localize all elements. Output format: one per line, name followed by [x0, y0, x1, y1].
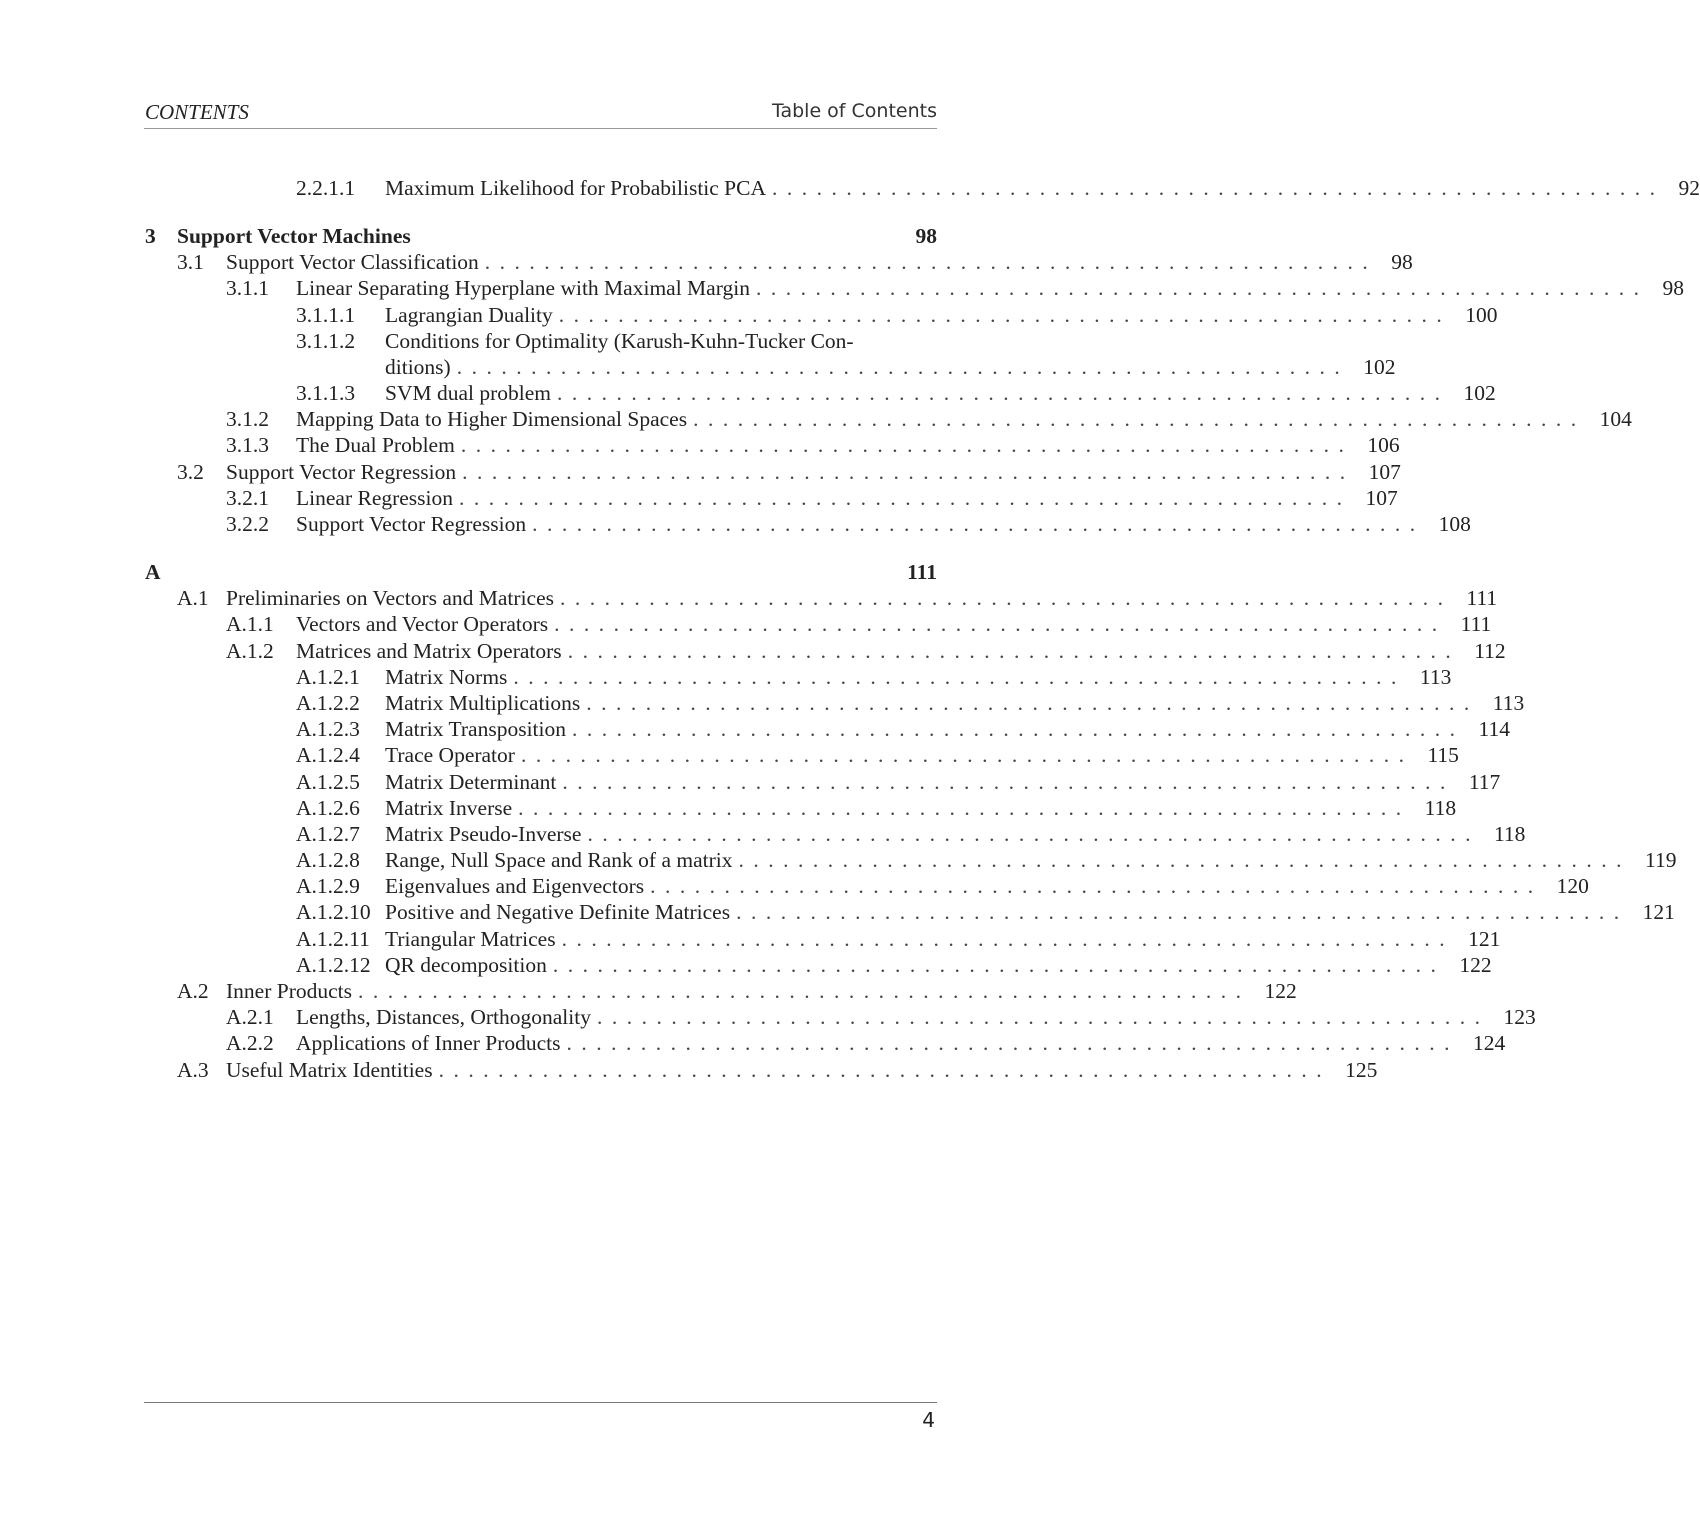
entry-page: 108 — [1438, 512, 1471, 537]
dot-leader: ............................................................ — [736, 900, 1629, 925]
entry-number: A.1 — [177, 586, 209, 611]
dot-leader: ............................................................ — [438, 1057, 1332, 1082]
entry-title: QR decomposition — [385, 952, 553, 978]
entry-title: Lagrangian Duality — [385, 302, 559, 328]
entry-title: ditions) — [385, 354, 457, 380]
dot-leader: ............................................................ — [518, 795, 1411, 820]
entry-number: 3.1.2 — [226, 407, 269, 432]
entry-page: 125 — [1345, 1057, 1378, 1082]
toc-entry[interactable] — [145, 1057, 1378, 1083]
entry-title: Conditions for Optimality (Karush-Kuhn-Tucker Con- — [385, 328, 860, 354]
toc-entry[interactable] — [145, 611, 1492, 637]
entry-page: 118 — [1424, 795, 1457, 820]
entry-page: 120 — [1556, 874, 1589, 899]
toc-chapter-entry[interactable] — [145, 223, 937, 249]
entry-number: A.1.2.10 — [296, 900, 371, 925]
toc-entry[interactable] — [145, 175, 1700, 201]
entry-title: Matrix Inverse — [385, 795, 518, 821]
dot-leader: ............................................................ — [566, 1031, 1460, 1056]
entry-title: Matrix Transposition — [385, 716, 572, 742]
entry-page: 119 — [1645, 848, 1677, 873]
dot-leader: ............................................................ — [552, 952, 1446, 977]
entry-number: A.1.2 — [226, 638, 274, 663]
dot-leader: ............................................................ — [554, 612, 1447, 637]
table-of-contents — [145, 175, 1700, 1083]
entry-page: 114 — [1478, 717, 1510, 742]
dot-leader: ............................................................ — [558, 302, 1452, 327]
dot-leader: ............................................................ — [462, 459, 1355, 484]
entry-page: 118 — [1493, 821, 1526, 846]
dot-leader: ............................................................ — [650, 874, 1543, 899]
entry-title: Preliminaries on Vectors and Matrices — [226, 585, 560, 611]
entry-number: 3 — [145, 223, 156, 248]
entry-number: A.2 — [177, 979, 209, 1004]
entry-number: A.1.2.7 — [296, 821, 360, 846]
entry-number: A.1.2.12 — [296, 952, 371, 977]
entry-number: A.1.1 — [226, 612, 274, 637]
entry-page: 115 — [1427, 743, 1459, 768]
entry-title: Mapping Data to Higher Dimensional Spaces — [296, 406, 693, 432]
dot-leader: ............................................................ — [567, 638, 1461, 663]
dot-leader: ............................................................ — [587, 821, 1480, 846]
entry-number: A.1.2.9 — [296, 874, 360, 899]
entry-page: 104 — [1599, 407, 1632, 432]
toc-entry[interactable] — [145, 380, 1496, 406]
toc-entry[interactable] — [145, 926, 1501, 952]
entry-number: 3.1.1.2 — [296, 328, 356, 353]
page-number: 4 — [922, 1408, 935, 1432]
toc-chapter-entry[interactable] — [145, 559, 937, 585]
entry-title: Lengths, Distances, Orthogonality — [296, 1004, 597, 1030]
entry-page: 98 — [915, 223, 937, 248]
dot-leader: ............................................................ — [772, 176, 1665, 200]
dot-leader: ............................................................ — [693, 407, 1586, 432]
entry-title: Eigenvalues and Eigenvectors — [385, 873, 650, 899]
entry-title: Linear Regression — [296, 485, 459, 511]
entry-page: 122 — [1264, 979, 1297, 1004]
running-header-left: CONTENTS — [145, 100, 249, 124]
toc-entry[interactable] — [145, 328, 937, 354]
entry-title: Support Vector Regression — [296, 511, 532, 537]
entry-title: Support Vector Machines — [177, 223, 417, 249]
entry-number: A.1.2.4 — [296, 743, 360, 768]
entry-number: A.2.1 — [226, 1005, 274, 1030]
toc-entry[interactable] — [145, 690, 1525, 716]
entry-title: Range, Null Space and Rank of a matrix — [385, 847, 739, 873]
toc-entry[interactable] — [145, 406, 1632, 432]
entry-number: A.1.2.2 — [296, 690, 360, 715]
entry-title: Linear Separating Hyperplane with Maximal Margin — [296, 275, 756, 301]
entry-page: 123 — [1503, 1005, 1536, 1030]
entry-page: 111 — [907, 560, 937, 585]
entry-number: A.2.2 — [226, 1031, 274, 1056]
dot-leader: ............................................................ — [572, 717, 1465, 742]
entry-title: Maximum Likelihood for Probabilistic PCA — [385, 175, 772, 201]
toc-entry[interactable] — [145, 638, 1506, 664]
entry-number: A.1.2.8 — [296, 848, 360, 873]
entry-number: 3.1.1.3 — [296, 381, 356, 406]
entry-title: The Dual Problem — [296, 432, 461, 458]
entry-page: 111 — [1466, 586, 1498, 611]
dot-leader: ............................................................ — [513, 664, 1406, 689]
entry-title: Support Vector Classification — [226, 249, 485, 275]
dot-leader: ............................................................ — [484, 250, 1378, 275]
footer-rule — [144, 1402, 937, 1403]
entry-number: 3.1.1 — [226, 276, 269, 301]
toc-entry[interactable] — [145, 1030, 1506, 1056]
entry-title: SVM dual problem — [385, 380, 557, 406]
toc-entry[interactable] — [145, 485, 1398, 511]
entry-number: 3.1 — [177, 250, 204, 275]
toc-entry[interactable] — [145, 354, 1396, 380]
toc-entry[interactable] — [145, 432, 1400, 458]
entry-number: A — [145, 560, 161, 585]
entry-number: 3.2 — [177, 459, 204, 484]
entry-title: Matrix Determinant — [385, 769, 562, 795]
entry-page: 122 — [1459, 952, 1492, 977]
dot-leader: ............................................................ — [520, 743, 1414, 768]
entry-page: 100 — [1465, 302, 1498, 327]
entry-title: Support Vector Regression — [226, 459, 462, 485]
entry-title: Matrix Pseudo-Inverse — [385, 821, 587, 847]
toc-entry[interactable] — [145, 821, 1526, 847]
entry-page: 121 — [1468, 926, 1501, 951]
entry-number: 3.1.1.1 — [296, 302, 356, 327]
toc-entry[interactable] — [145, 511, 1471, 537]
toc-entry[interactable] — [145, 742, 1459, 768]
toc-entry[interactable] — [145, 585, 1498, 611]
dot-leader: ............................................................ — [532, 512, 1425, 537]
entry-number: A.1.2.1 — [296, 664, 360, 689]
entry-title: Matrix Multiplications — [385, 690, 586, 716]
entry-title: Useful Matrix Identities — [226, 1057, 439, 1083]
entry-page: 111 — [1460, 612, 1492, 637]
dot-leader: ............................................................ — [586, 690, 1479, 715]
entry-title: Inner Products — [226, 978, 358, 1004]
dot-leader: ............................................................ — [561, 926, 1455, 951]
toc-entry[interactable] — [145, 847, 1677, 873]
entry-page: 102 — [1363, 354, 1396, 379]
toc-entry[interactable] — [145, 795, 1457, 821]
dot-leader: ............................................................ — [596, 1005, 1490, 1030]
entry-page: 112 — [1474, 638, 1506, 663]
entry-title: Positive and Negative Definite Matrices — [385, 899, 736, 925]
entry-page: 117 — [1468, 769, 1501, 794]
dot-leader: ............................................................ — [460, 433, 1354, 458]
entry-page: 102 — [1463, 381, 1496, 406]
toc-entry[interactable] — [145, 249, 1413, 275]
toc-entry[interactable] — [145, 899, 1675, 925]
toc-entry[interactable] — [145, 1004, 1536, 1030]
entry-number: A.1.2.11 — [296, 926, 370, 951]
entry-page: 113 — [1419, 664, 1452, 689]
entry-number: 2.2.1.1 — [296, 176, 356, 200]
toc-entry[interactable] — [145, 716, 1510, 742]
entry-number: A.1.2.5 — [296, 769, 360, 794]
entry-page: 92 — [1678, 176, 1700, 200]
entry-title: Triangular Matrices — [385, 926, 562, 952]
dot-leader: ............................................................ — [738, 848, 1631, 873]
dot-leader: ............................................................ — [562, 769, 1455, 794]
entry-page: 106 — [1367, 433, 1400, 458]
header-rule — [144, 128, 937, 129]
entry-title: Matrices and Matrix Operators — [296, 638, 568, 664]
entry-number: A.1.2.3 — [296, 717, 360, 742]
entry-number: 3.1.3 — [226, 433, 269, 458]
dot-leader: ............................................................ — [755, 276, 1649, 301]
entry-number: A.1.2.6 — [296, 795, 360, 820]
entry-title: Vectors and Vector Operators — [296, 611, 554, 637]
entry-number: 3.2.1 — [226, 485, 269, 510]
entry-page: 124 — [1473, 1031, 1506, 1056]
entry-page: 113 — [1492, 690, 1525, 715]
entry-page: 121 — [1642, 900, 1675, 925]
toc-entry[interactable] — [145, 873, 1589, 899]
toc-entry[interactable] — [145, 302, 1498, 328]
dot-leader: ............................................................ — [358, 979, 1251, 1004]
toc-entry[interactable] — [145, 978, 1297, 1004]
entry-number: A.3 — [177, 1057, 209, 1082]
entry-title: Trace Operator — [385, 742, 521, 768]
toc-entry[interactable] — [145, 459, 1401, 485]
entry-page: 107 — [1368, 459, 1401, 484]
entry-number: 3.2.2 — [226, 512, 269, 537]
toc-entry[interactable] — [145, 664, 1452, 690]
dot-leader: ............................................................ — [560, 586, 1453, 611]
entry-page: 107 — [1365, 485, 1398, 510]
toc-entry[interactable] — [145, 275, 1684, 301]
running-header-right: Table of Contents — [772, 100, 937, 122]
entry-page: 98 — [1391, 250, 1413, 275]
toc-entry[interactable] — [145, 769, 1501, 795]
entry-title: Matrix Norms — [385, 664, 513, 690]
toc-entry[interactable] — [145, 952, 1492, 978]
dot-leader: ............................................................ — [459, 485, 1352, 510]
entry-title: Applications of Inner Products — [296, 1030, 567, 1056]
dot-leader: ............................................................ — [456, 354, 1350, 379]
entry-page: 98 — [1662, 276, 1684, 301]
dot-leader: ............................................................ — [557, 381, 1450, 406]
